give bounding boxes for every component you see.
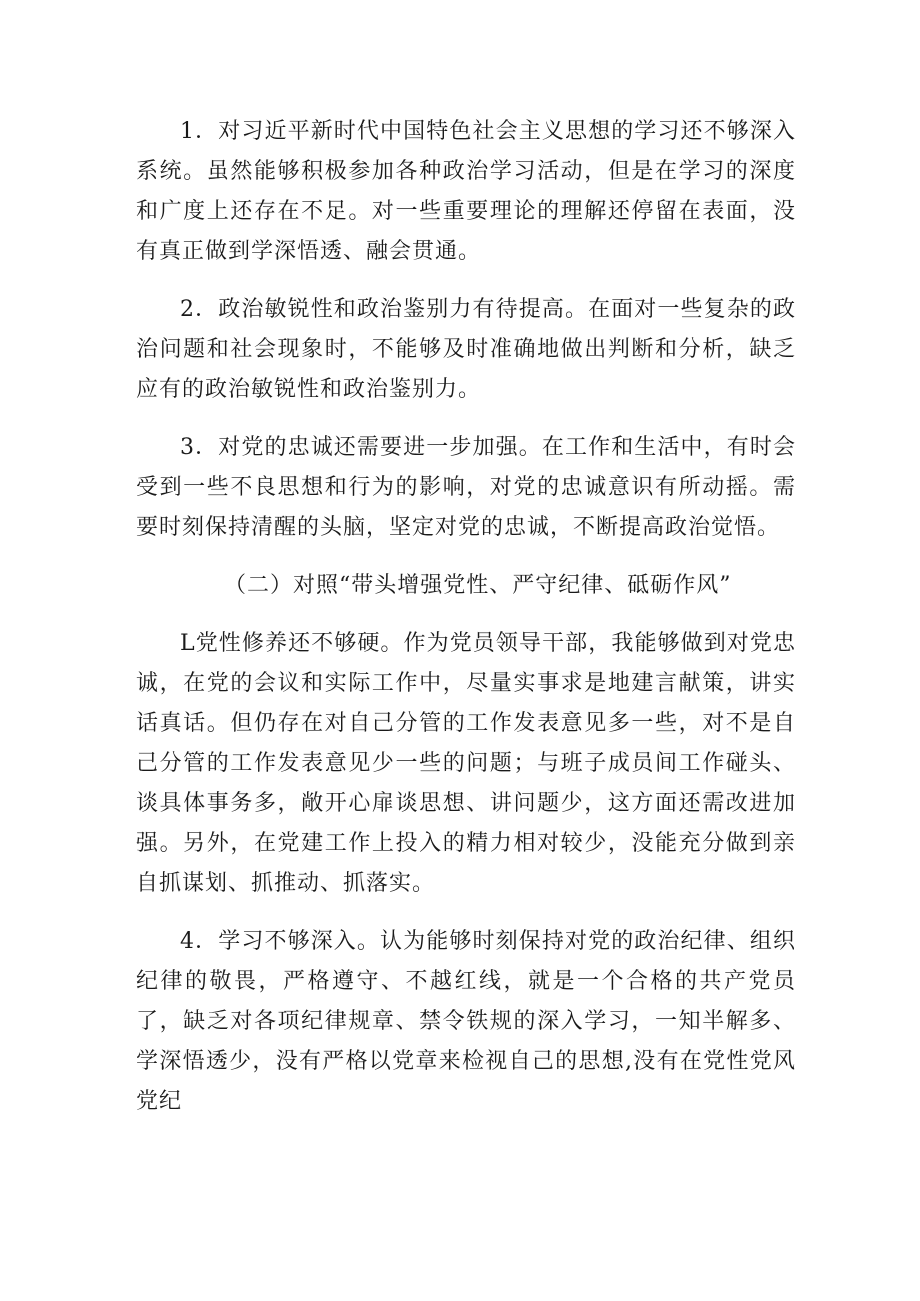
section-heading: （二）对照“带头增强党性、严守纪律、砥砺作风”	[224, 573, 732, 598]
document-body	[136, 112, 796, 1140]
paragraph-5: 4．学习不够深入。认为能够时刻保持对党的政治纪律、组织纪律的敬畏，严格遵守、不越红线，就是一个合格的共产党员了，缺乏对各项纪律规章、禁令铁规的深入学习，一知半解多、学深悟透少，没有严格以党章来检视自己的思想,没有在党性党风党纪	[136, 929, 796, 1114]
paragraph-2: 2．政治敏锐性和政治鉴别力有待提高。在面对一些复杂的政治问题和社会现象时，不能够及时准确地做出判断和分析，缺乏应有的政治敏锐性和政治鉴别力。	[136, 297, 796, 402]
paragraph-4: L党性修养还不够硬。作为党员领导干部，我能够做到对党忠诚，在党的会议和实际工作中，尽量实事求是地建言献策，讲实话真话。但仍存在对自己分管的工作发表意见多一些，对不是自己分管的工作发表意见少一些的问题；与班子成员间工作碰头、谈具体事务多，敞开心扉谈思想、讲问题少，这方面还需改进加强。另外，在党建工作上投入的精力相对较少，没能充分做到亲自抓谋划、抓推动、抓落实。	[136, 631, 796, 896]
paragraph-3: 3．对党的忠诚还需要进一步加强。在工作和生活中，有时会受到一些不良思想和行为的影响，对党的忠诚意识有所动摇。需要时刻保持清醒的头脑，坚定对党的忠诚，不断提高政治觉悟。	[136, 435, 796, 540]
paragraph-1: 1．对习近平新时代中国特色社会主义思想的学习还不够深入系统。虽然能够积极参加各种政治学习活动，但是在学习的深度和广度上还存在不足。对一些重要理论的理解还停留在表面，没有真正做到学深悟透、融会贯通。	[136, 119, 796, 264]
